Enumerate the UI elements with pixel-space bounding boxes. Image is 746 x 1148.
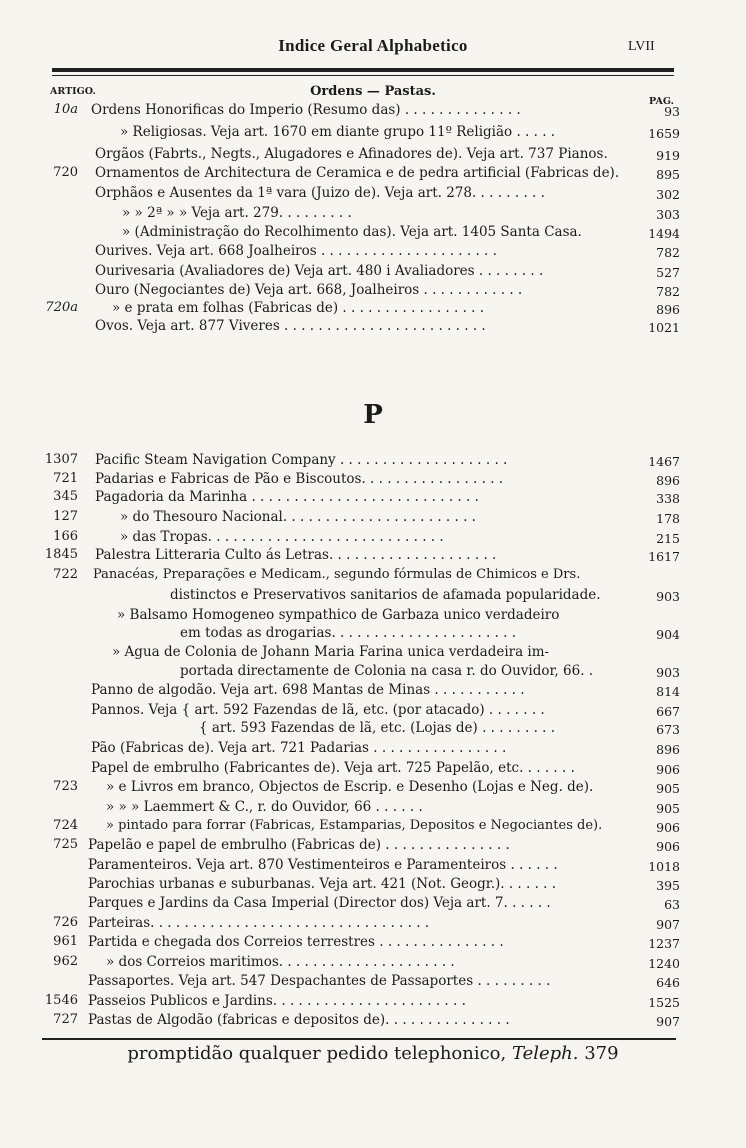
running-header xyxy=(0,36,746,60)
entry-text: » e prata em folhas (Fabricas de) . . . . . . . . . . . . . . . . . xyxy=(112,300,485,316)
entry-page: 93 xyxy=(664,104,680,119)
entry-text: Padarias e Fabricas de Pão e Biscoutos. . . . . . . . . . . . . . . . . xyxy=(95,471,504,487)
entry-page: 919 xyxy=(656,148,680,163)
entry-text: » do Thesouro Nacional. . . . . . . . . . . . . . . . . . . . . . . xyxy=(120,509,476,525)
entry-text: » Religiosas. Veja art. 1670 em diante grupo 11º Religião . . . . . xyxy=(120,124,556,140)
entry-page: 907 xyxy=(656,917,680,932)
page-number: LVII xyxy=(628,39,655,54)
entry-article: 1307 xyxy=(44,452,78,467)
index-entry xyxy=(0,509,746,531)
entry-article: 10a xyxy=(53,102,78,117)
header-rule-thick xyxy=(52,68,674,72)
entry-page: 905 xyxy=(656,781,680,796)
index-entry xyxy=(0,740,746,762)
entry-page: 906 xyxy=(656,762,680,777)
index-entry xyxy=(0,318,746,340)
entry-page: 63 xyxy=(664,897,680,912)
entry-page: 782 xyxy=(656,284,680,299)
entry-page: 896 xyxy=(656,473,680,488)
entry-page: 904 xyxy=(656,627,680,642)
entry-page: 1617 xyxy=(648,549,680,564)
entry-text: » (Administração do Recolhimento das). Veja art. 1405 Santa Casa. xyxy=(122,224,582,240)
entry-page: 896 xyxy=(656,742,680,757)
entry-text: Palestra Litteraria Culto ás Letras. . . . . . . . . . . . . . . . . . . . xyxy=(95,547,497,563)
entry-text: Panno de algodão. Veja art. 698 Mantas de Minas . . . . . . . . . . . xyxy=(91,682,525,698)
entry-text: Passeios Publicos e Jardins. . . . . . . . . . . . . . . . . . . . . . . xyxy=(88,993,466,1009)
entry-page: 903 xyxy=(656,589,680,604)
entry-text: Partida e chegada dos Correios terrestres . . . . . . . . . . . . . . . xyxy=(88,934,504,950)
footer-advert xyxy=(0,1043,746,1064)
index-entry xyxy=(0,185,746,207)
entry-text: Orphãos e Ausentes da 1ª vara (Juizo de). Veja art. 278. . . . . . . . . xyxy=(95,185,545,201)
entry-article: 962 xyxy=(53,954,78,969)
index-entry xyxy=(0,895,746,917)
entry-article: 961 xyxy=(53,934,78,949)
entry-text: Panacéas, Preparações e Medicam., segundo fórmulas de Chimicos e Drs. xyxy=(93,567,581,582)
section-heading: Ordens — Pastas. xyxy=(310,84,436,99)
index-entry xyxy=(0,102,746,124)
index-entry xyxy=(0,720,746,742)
page-title: Indice Geral Alphabetico xyxy=(278,36,468,55)
entry-article: 166 xyxy=(53,529,78,544)
index-entry xyxy=(0,165,746,187)
entry-article: 720a xyxy=(45,300,78,315)
entry-page: 905 xyxy=(656,801,680,816)
entry-text: Parques e Jardins da Casa Imperial (Director dos) Veja art. 7. . . . . . xyxy=(88,895,551,911)
entry-page: 814 xyxy=(656,684,680,699)
entry-page: 395 xyxy=(656,878,680,893)
index-entry xyxy=(0,682,746,704)
entry-article: 720 xyxy=(53,165,78,180)
entry-text: » e Livros em branco, Objectos de Escrip. e Desenho (Lojas e Neg. de). xyxy=(106,779,594,795)
entry-text: Pagadoria da Marinha . . . . . . . . . . . . . . . . . . . . . . . . . . . xyxy=(95,489,479,505)
entry-page: 1237 xyxy=(648,936,680,951)
entry-page: 1659 xyxy=(648,126,680,141)
entry-article: 1845 xyxy=(44,547,78,562)
entry-article: 725 xyxy=(53,837,78,852)
entry-text: » Agua de Colonia de Johann Maria Farina unica verdadeira im- xyxy=(112,644,550,660)
index-entry xyxy=(0,567,746,589)
entry-page: 906 xyxy=(656,839,680,854)
entry-text: portada directamente de Colonia na casa r. do Ouvidor, 66. . xyxy=(180,663,594,679)
entry-page: 1525 xyxy=(648,995,680,1010)
entry-page: 178 xyxy=(656,511,680,526)
entry-page: 527 xyxy=(656,265,680,280)
entry-article: 723 xyxy=(53,779,78,794)
entry-page: 673 xyxy=(656,722,680,737)
entry-text: » Balsamo Homogeneo sympathico de Garbaza unico verdadeiro xyxy=(117,607,560,623)
entry-page: 782 xyxy=(656,245,680,260)
index-entry xyxy=(0,489,746,511)
entry-text: » pintado para forrar (Fabricas, Estamparias, Depositos e Negociantes de). xyxy=(106,818,603,833)
entry-text: Papelão e papel de embrulho (Fabricas de) . . . . . . . . . . . . . . . xyxy=(88,837,510,853)
entry-text: Papel de embrulho (Fabricantes de). Veja art. 725 Papelão, etc. . . . . . . xyxy=(91,760,575,776)
footer-rule xyxy=(42,1038,676,1040)
entry-text: Pannos. Veja { art. 592 Fazendas de lã, etc. (por atacado) . . . . . . . xyxy=(91,702,545,718)
entry-text: Pacific Steam Navigation Company . . . . . . . . . . . . . . . . . . . . xyxy=(95,452,508,468)
entry-page: 1467 xyxy=(648,454,680,469)
index-entry xyxy=(0,837,746,859)
entry-text: Passaportes. Veja art. 547 Despachantes de Passaportes . . . . . . . . . xyxy=(88,973,551,989)
entry-text: Parteiras. . . . . . . . . . . . . . . . . . . . . . . . . . . . . . . . . xyxy=(88,915,430,931)
index-entry xyxy=(0,243,746,265)
entry-text: » » 2ª » » Veja art. 279. . . . . . . . . xyxy=(122,205,352,221)
entry-text: distinctos e Preservativos sanitarios de afamada popularidade. xyxy=(170,587,601,603)
index-entry xyxy=(0,934,746,956)
pag-label: PAG. xyxy=(649,96,674,107)
entry-text: Orgãos (Fabrts., Negts., Alugadores e Afinadores de). Veja art. 737 Pianos. xyxy=(95,146,608,162)
footer-text: promptidão qualquer pedido telephonico, xyxy=(127,1043,507,1064)
entry-text: » das Tropas. . . . . . . . . . . . . . . . . . . . . . . . . . . . xyxy=(120,529,444,545)
entry-page: 896 xyxy=(656,302,680,317)
entry-text: Ornamentos de Architectura de Ceramica e de pedra artificial (Fabricas de). xyxy=(95,165,620,181)
entry-text: Pão (Fabricas de). Veja art. 721 Padarias . . . . . . . . . . . . . . . . xyxy=(91,740,507,756)
entry-page: 1240 xyxy=(648,956,680,971)
entry-article: 722 xyxy=(53,567,78,582)
entry-article: 127 xyxy=(53,509,78,524)
index-entry xyxy=(0,779,746,801)
entry-text: Ovos. Veja art. 877 Viveres . . . . . . . . . . . . . . . . . . . . . . . . xyxy=(95,318,486,334)
entry-page: 1018 xyxy=(648,859,680,874)
entry-page: 895 xyxy=(656,167,680,182)
entry-page: 903 xyxy=(656,665,680,680)
entry-text: » dos Correios maritimos. . . . . . . . . . . . . . . . . . . . . xyxy=(106,954,455,970)
entry-article: 721 xyxy=(53,471,78,486)
entry-text: Ouro (Negociantes de) Veja art. 668, Joalheiros . . . . . . . . . . . . xyxy=(95,282,523,298)
entry-page: 303 xyxy=(656,207,680,222)
entry-page: 667 xyxy=(656,704,680,719)
index-entry xyxy=(0,124,746,146)
entry-text: Ourives. Veja art. 668 Joalheiros . . . . . . . . . . . . . . . . . . . . . xyxy=(95,243,497,259)
entry-page: 907 xyxy=(656,1014,680,1029)
entry-page: 646 xyxy=(656,975,680,990)
section-letter: P xyxy=(363,400,383,430)
entry-text: Pastas de Algodão (fabricas e depositos de). . . . . . . . . . . . . . . xyxy=(88,1012,510,1028)
entry-page: 1021 xyxy=(648,320,680,335)
entry-article: 726 xyxy=(53,915,78,930)
entry-text: Paramenteiros. Veja art. 870 Vestimenteiros e Paramenteiros . . . . . . xyxy=(88,857,558,873)
entry-page: 1494 xyxy=(648,226,680,241)
entry-text: Ordens Honorificas do Imperio (Resumo das) . . . . . . . . . . . . . . xyxy=(91,102,521,118)
entry-article: 724 xyxy=(53,818,78,833)
entry-text: Ourivesaria (Avaliadores de) Veja art. 480 i Avaliadores . . . . . . . . xyxy=(95,263,544,279)
index-entry xyxy=(0,973,746,995)
index-entry xyxy=(0,547,746,569)
entry-page: 338 xyxy=(656,491,680,506)
entry-page: 302 xyxy=(656,187,680,202)
footer-tel-number: 379 xyxy=(584,1043,619,1064)
entry-article: 345 xyxy=(53,489,78,504)
footer-tel-label: Teleph. xyxy=(511,1043,579,1064)
artigo-label: ARTIGO. xyxy=(50,86,96,97)
entry-article: 1546 xyxy=(44,993,78,1008)
entry-page: 215 xyxy=(656,531,680,546)
entry-article: 727 xyxy=(53,1012,78,1027)
entry-text: em todas as drogarias. . . . . . . . . . . . . . . . . . . . . . xyxy=(180,625,516,641)
entry-text: { art. 593 Fazendas de lã, etc. (Lojas de) . . . . . . . . . xyxy=(199,720,556,736)
index-entry xyxy=(0,587,746,609)
entry-page: 906 xyxy=(656,820,680,835)
header-rule-thin xyxy=(52,75,674,76)
entry-text: » » » Laemmert & C., r. do Ouvidor, 66 . . . . . . xyxy=(106,799,423,815)
index-entry xyxy=(0,1012,746,1034)
entry-text: Parochias urbanas e suburbanas. Veja art. 421 (Not. Geogr.). . . . . . . xyxy=(88,876,557,892)
